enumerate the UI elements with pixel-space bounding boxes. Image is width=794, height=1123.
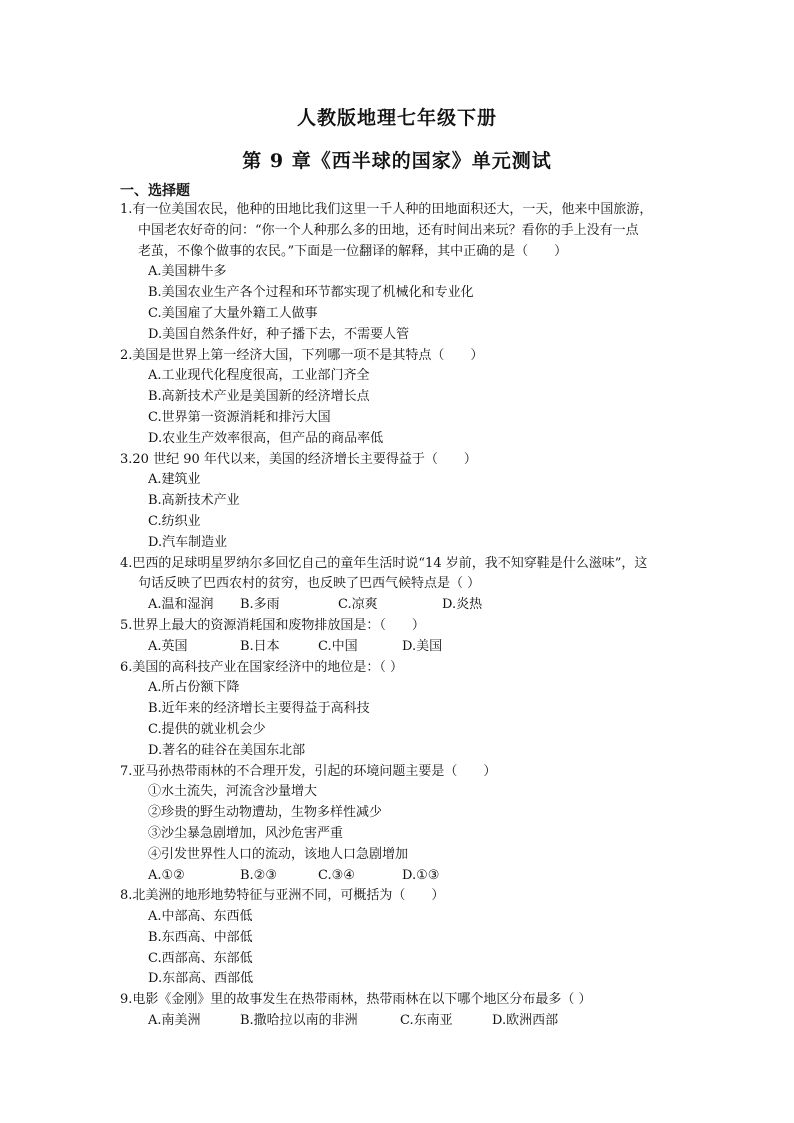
- question-6: [120, 658, 700, 762]
- answer-options: [120, 782, 700, 886]
- answer-option: C.中国: [318, 638, 358, 654]
- answer-option: A.所占份额下降: [148, 680, 240, 696]
- question-text-line: 9.电影《金刚》里的故事发生在热带雨林，热带雨林在以下哪个地区分布最多（ ）: [120, 992, 592, 1008]
- answer-option-row: [148, 595, 700, 616]
- question-text-line: 3.20 世纪 90 年代以来，美国的经济增长主要得益于（ ）: [120, 451, 477, 467]
- answer-option: D.美国自然条件好，种子播下去，不需要人管: [148, 326, 410, 342]
- answer-options: [120, 907, 700, 990]
- question-list: [120, 200, 700, 1032]
- answer-option-row: [148, 637, 700, 658]
- answer-options: [120, 262, 700, 345]
- question-5: [120, 616, 700, 658]
- answer-option: B.美国农业生产各个过程和环节都实现了机械化和专业化: [148, 285, 474, 301]
- document-title: 人教版地理七年级下册: [296, 107, 497, 129]
- question-4: [120, 554, 700, 616]
- answer-option: ③沙尘暴急剧增加，风沙危害严重: [148, 825, 344, 841]
- question-text-line: 5.世界上最大的资源消耗国和废物排放国是：（ ）: [120, 617, 425, 633]
- answer-option: D.农业生产效率很高，但产品的商品率低: [148, 430, 384, 446]
- answer-option: C.美国雇了大量外籍工人做事: [148, 305, 318, 321]
- answer-option: C.世界第一资源消耗和排污大国: [148, 409, 331, 425]
- question-text-line: 中国老农好奇的问：“你一个人种那么多的田地，还有时间出来玩？看你的手上没有一点: [138, 222, 639, 238]
- answer-options: [120, 637, 700, 658]
- answer-option: C.东南亚: [400, 1013, 453, 1029]
- question-text-line: 1.有一位美国农民，他种的田地比我们这里一千人种的田地面积还大，一天，他来中国旅游，: [120, 202, 653, 217]
- answer-option: A.美国耕牛多: [148, 264, 227, 280]
- question-3: [120, 450, 700, 554]
- section-heading: 一、选择题: [120, 183, 190, 199]
- question-text-line: 老茧，不像个做事的农民。”下面是一位翻译的解释，其中正确的是（ ）: [138, 243, 568, 259]
- question-text-line: 8.北美洲的地形地势特征与亚洲不同，可概括为（ ）: [120, 888, 445, 904]
- question-text-line: 句话反映了巴西农村的贫穷，也反映了巴西气候特点是（ ）: [138, 576, 481, 592]
- answer-option: A.工业现代化程度很高，工业部门齐全: [148, 368, 370, 384]
- answer-option: C.纺织业: [148, 513, 201, 529]
- answer-option-row: [148, 866, 700, 887]
- answer-option: B.多雨: [240, 597, 280, 613]
- question-8: [120, 886, 700, 990]
- question-text-line: 6.美国的高科技产业在国家经济中的地位是：（ ）: [120, 659, 404, 675]
- answer-options: [120, 470, 700, 553]
- question-text-line: 4.巴西的足球明星罗纳尔多回忆自己的童年生活时说“14 岁前，我不知穿鞋是什么滋味”，这: [120, 555, 648, 571]
- answer-option: C.提供的就业机会少: [148, 721, 266, 737]
- answer-option: ②珍贵的野生动物遭劫，生物多样性减少: [148, 805, 383, 821]
- question-text-line: 7.亚马孙热带雨林的不合理开发，引起的环境问题主要是（ ）: [120, 763, 497, 779]
- answer-option: A.①②: [148, 867, 185, 883]
- answer-option: C.③④: [318, 867, 355, 883]
- answer-options: [120, 366, 700, 449]
- answer-option-row: [148, 1011, 700, 1032]
- answer-option: D.美国: [402, 638, 443, 654]
- answer-option: A.中部高、东西低: [148, 909, 253, 925]
- question-text-line: 2.美国是世界上第一经济大国，下列哪一项不是其特点（ ）: [120, 347, 484, 363]
- answer-option: D.①③: [402, 867, 440, 883]
- answer-option: ①水土流失，河流含沙量增大: [148, 784, 318, 800]
- answer-option: A.英国: [148, 638, 188, 654]
- document-subtitle: 第 9 章《西半球的国家》单元测试: [242, 150, 552, 172]
- answer-option: A.温和湿润: [148, 597, 214, 613]
- answer-option: B.撒哈拉以南的非洲: [240, 1013, 358, 1029]
- answer-option: A.南美洲: [148, 1013, 201, 1029]
- answer-options: [120, 595, 700, 616]
- answer-option: C.凉爽: [338, 597, 378, 613]
- question-7: [120, 762, 700, 887]
- answer-options: [120, 678, 700, 761]
- answer-option: D.汽车制造业: [148, 534, 228, 550]
- answer-option: D.东部高、西部低: [148, 971, 254, 987]
- question-2: [120, 346, 700, 450]
- answer-option: B.高新技术产业: [148, 493, 240, 509]
- question-9: [120, 990, 700, 1032]
- answer-option: ④引发世界性人口的流动，该地人口急剧增加: [148, 846, 409, 862]
- answer-option: B.近年来的经济增长主要得益于高科技: [148, 701, 370, 717]
- answer-option: A.建筑业: [148, 472, 201, 488]
- answer-option: B.日本: [240, 638, 280, 654]
- answer-option: B.②③: [240, 867, 277, 883]
- answer-option: D.欧洲西部: [492, 1013, 559, 1029]
- answer-option: C.西部高、东部低: [148, 950, 253, 966]
- answer-option: D.炎热: [442, 597, 483, 613]
- answer-option: B.东西高、中部低: [148, 929, 253, 945]
- question-1: [120, 200, 700, 346]
- answer-option: D.著名的硅谷在美国东北部: [148, 742, 306, 758]
- answer-option: B.高新技术产业是美国新的经济增长点: [148, 389, 370, 405]
- answer-options: [120, 1011, 700, 1032]
